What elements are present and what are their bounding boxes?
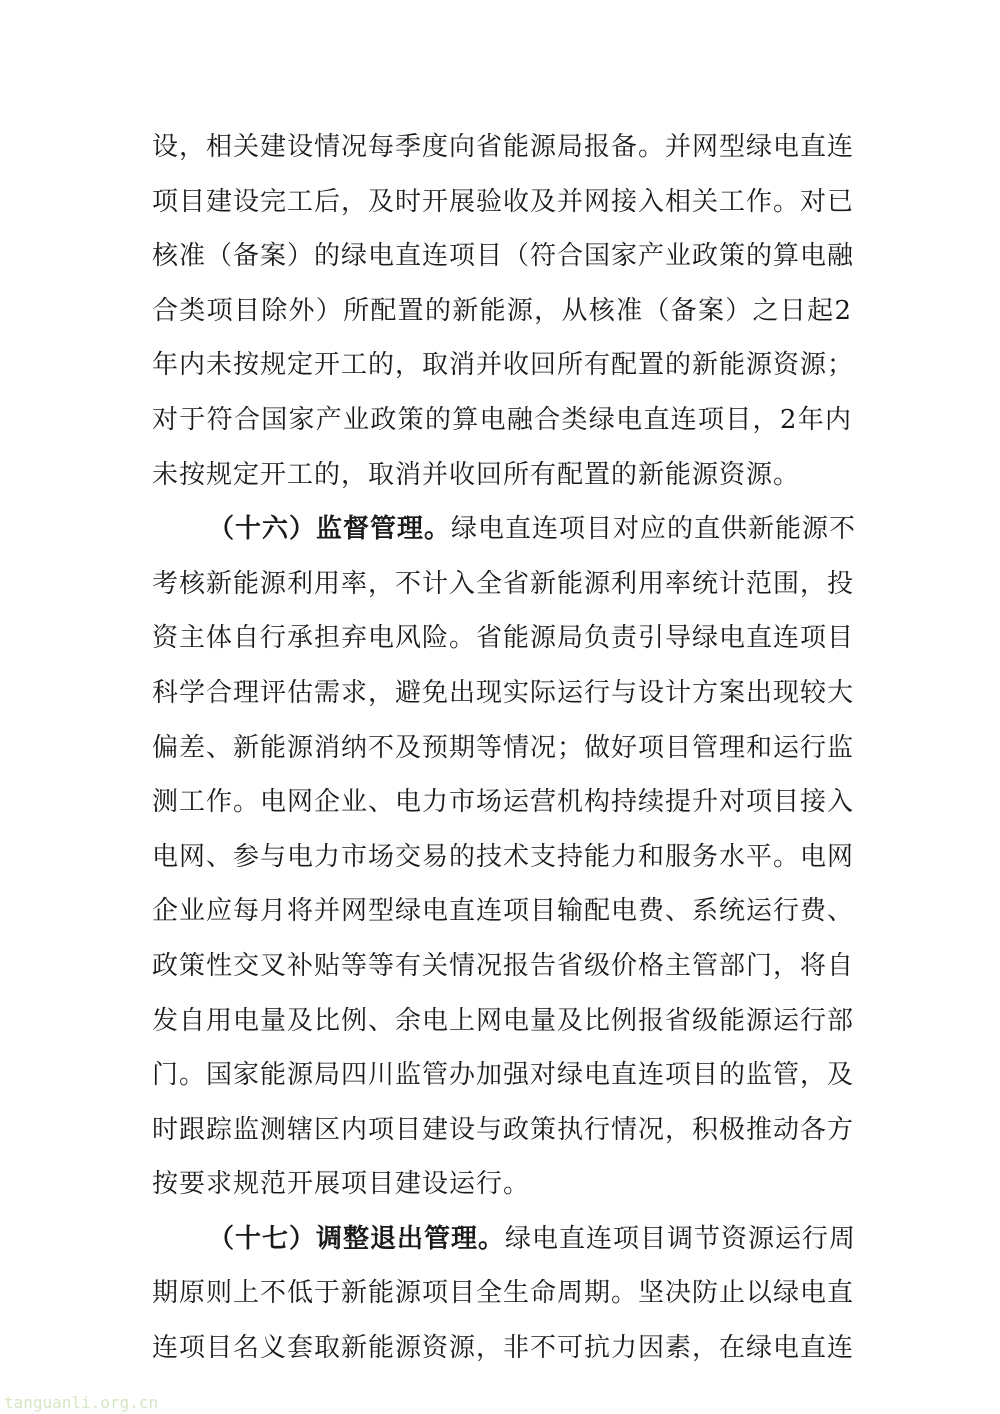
- text-line: 项目建设完工后，及时开展验收及并网接入相关工作。对已: [152, 186, 855, 217]
- text-line: 发自用电量及比例、余电上网电量及比例报省级能源运行部: [152, 1005, 855, 1036]
- text-line: 测工作。电网企业、电力市场运营机构持续提升对项目接入: [152, 787, 855, 818]
- text-line: 偏差、新能源消纳不及预期等情况；做好项目管理和运行监: [152, 732, 855, 763]
- text-line: 按要求规范开展项目建设运行。: [152, 1169, 531, 1200]
- text-line: 期原则上不低于新能源项目全生命周期。坚决防止以绿电直: [152, 1278, 855, 1309]
- text-line: 对于符合国家产业政策的算电融合类绿电直连项目，2年内: [152, 404, 852, 435]
- text-line: 政策性交叉补贴等等有关情况报告省级价格主管部门，将自: [152, 950, 855, 981]
- text-line: 年内未按规定开工的，取消并收回所有配置的新能源资源；: [152, 350, 855, 381]
- paragraph-adjustment-exit: [152, 1219, 857, 1383]
- text-line: 时跟踪监测辖区内项目建设与政策执行情况，积极推动各方: [152, 1114, 855, 1145]
- text-line: 设，相关建设情况每季度向省能源局报备。并网型绿电直连: [152, 132, 855, 162]
- text-line: 科学合理评估需求，避免出现实际运行与设计方案出现较大: [152, 677, 855, 708]
- text-line: 资主体自行承担弃电风险。省能源局负责引导绿电直连项目: [152, 623, 855, 654]
- document-page: [152, 127, 857, 1383]
- paragraph-continuation: [152, 127, 855, 509]
- paragraph-supervision: [152, 509, 857, 1219]
- text-line: 企业应每月将并网型绿电直连项目输配电费、系统运行费、: [152, 896, 855, 927]
- text-line: 连项目名义套取新能源资源，非不可抗力因素，在绿电直连: [152, 1333, 855, 1364]
- text-line: 电网、参与电力市场交易的技术支持能力和服务水平。电网: [152, 841, 855, 872]
- text-line: 考核新能源利用率，不计入全省新能源利用率统计范围，投: [152, 568, 855, 599]
- text-line: 门。国家能源局四川监管办加强对绿电直连项目的监管，及: [152, 1060, 855, 1091]
- text-run: 绿电直连项目对应的直供新能源不: [451, 514, 857, 545]
- paragraph-first-line: [152, 509, 857, 564]
- text-line: 核准（备案）的绿电直连项目（符合国家产业政策的算电融: [152, 241, 855, 272]
- text-line: 未按规定开工的，取消并收回所有配置的新能源资源。: [152, 459, 801, 490]
- paragraph-first-line: [152, 1219, 857, 1274]
- text-line: 合类项目除外）所配置的新能源，从核准（备案）之日起2: [152, 295, 852, 326]
- text-run: 绿电直连项目调节资源运行周: [505, 1223, 857, 1254]
- watermark: tanguanli.org.cn: [4, 1393, 159, 1412]
- section-heading: （十七）调整退出管理。: [208, 1223, 506, 1254]
- section-heading: （十六）监督管理。: [208, 514, 452, 545]
